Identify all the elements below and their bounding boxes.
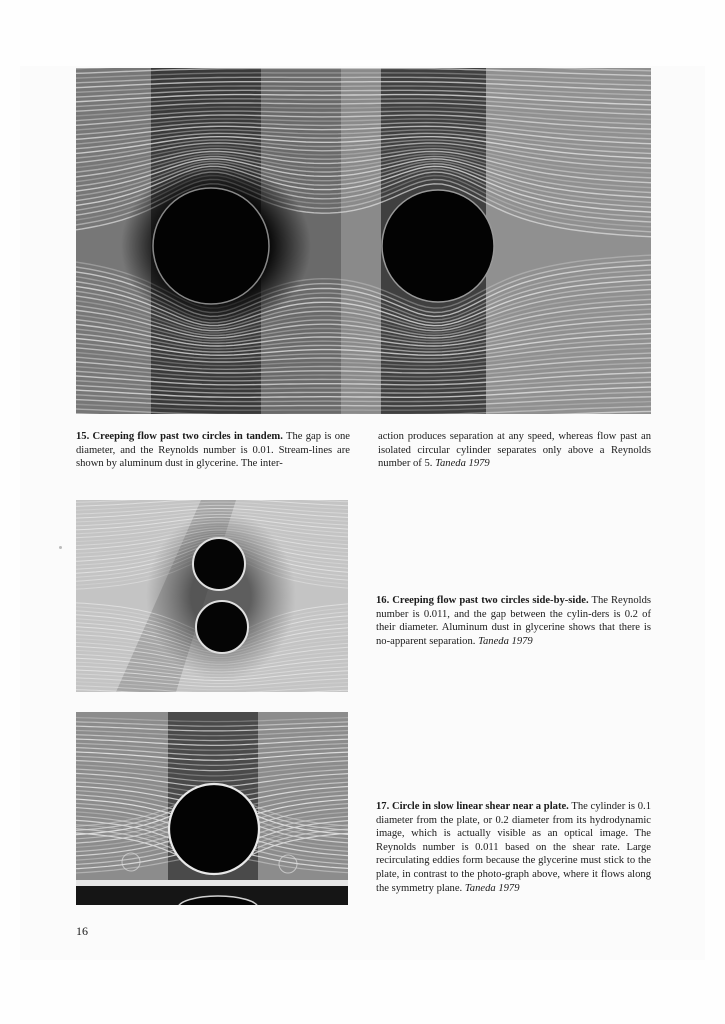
figure-15-caption-col2 — [378, 430, 651, 471]
figure-15-streamlines — [76, 68, 651, 414]
figure-16-photo — [76, 500, 348, 692]
figure-15-title: 15. Creeping flow past two circles in tandem. — [76, 431, 283, 442]
scan-speck — [59, 546, 62, 549]
figure-17-body: The cylinder is 0.1 diameter from the plate, or 0.2 diameter from its hydrodynamic image, which is actually visible as an optical image. The Reynolds number is 0.011 based on the shear rate. Large recirculating eddies form because the glycerine must stick to the plate, in contrast to the photo-graph above, where it flows along the symmetry plane. — [376, 801, 652, 894]
figure-17-caption — [376, 800, 651, 895]
figure-15-body-col2: action produces separation at any speed, whereas flow past an isolated circular cylinder separates only above a Reynolds number of 5. — [378, 431, 651, 470]
figure-16-title: 16. Creeping flow past two circles side-by-side. — [376, 595, 589, 606]
figure-16-credit: Taneda 1979 — [478, 635, 533, 647]
cylinder — [169, 784, 259, 874]
figure-15-caption-col1 — [76, 430, 350, 471]
figure-15-photo — [76, 68, 651, 414]
cylinder-left — [153, 188, 269, 304]
figure-16-body: The Reynolds number is 0.011, and the gap between the cylin-ders is 0.2 of their diameter. Aluminum dust in glycerine shows that there is no-apparent separation. — [376, 595, 651, 647]
figure-15-body-col1: The gap is one diameter, and the Reynolds number is 0.01. Stream-lines are shown by aluminum dust in glycerine. The inter- — [76, 431, 350, 470]
figure-17-title: 17. Circle in slow linear shear near a plate. — [376, 801, 569, 812]
figure-15-credit: Taneda 1979 — [435, 458, 490, 470]
figure-16-caption — [376, 594, 651, 648]
page-number: 16 — [76, 924, 88, 938]
figure-17-photo — [76, 712, 348, 905]
figure-16-streamlines — [76, 500, 348, 692]
cylinder-bottom — [196, 601, 248, 653]
cylinder-right — [382, 190, 494, 302]
cylinder-top — [193, 538, 245, 590]
figure-17-streamlines — [76, 712, 348, 905]
figure-17-credit: Taneda 1979 — [464, 882, 520, 894]
plate — [76, 880, 348, 886]
